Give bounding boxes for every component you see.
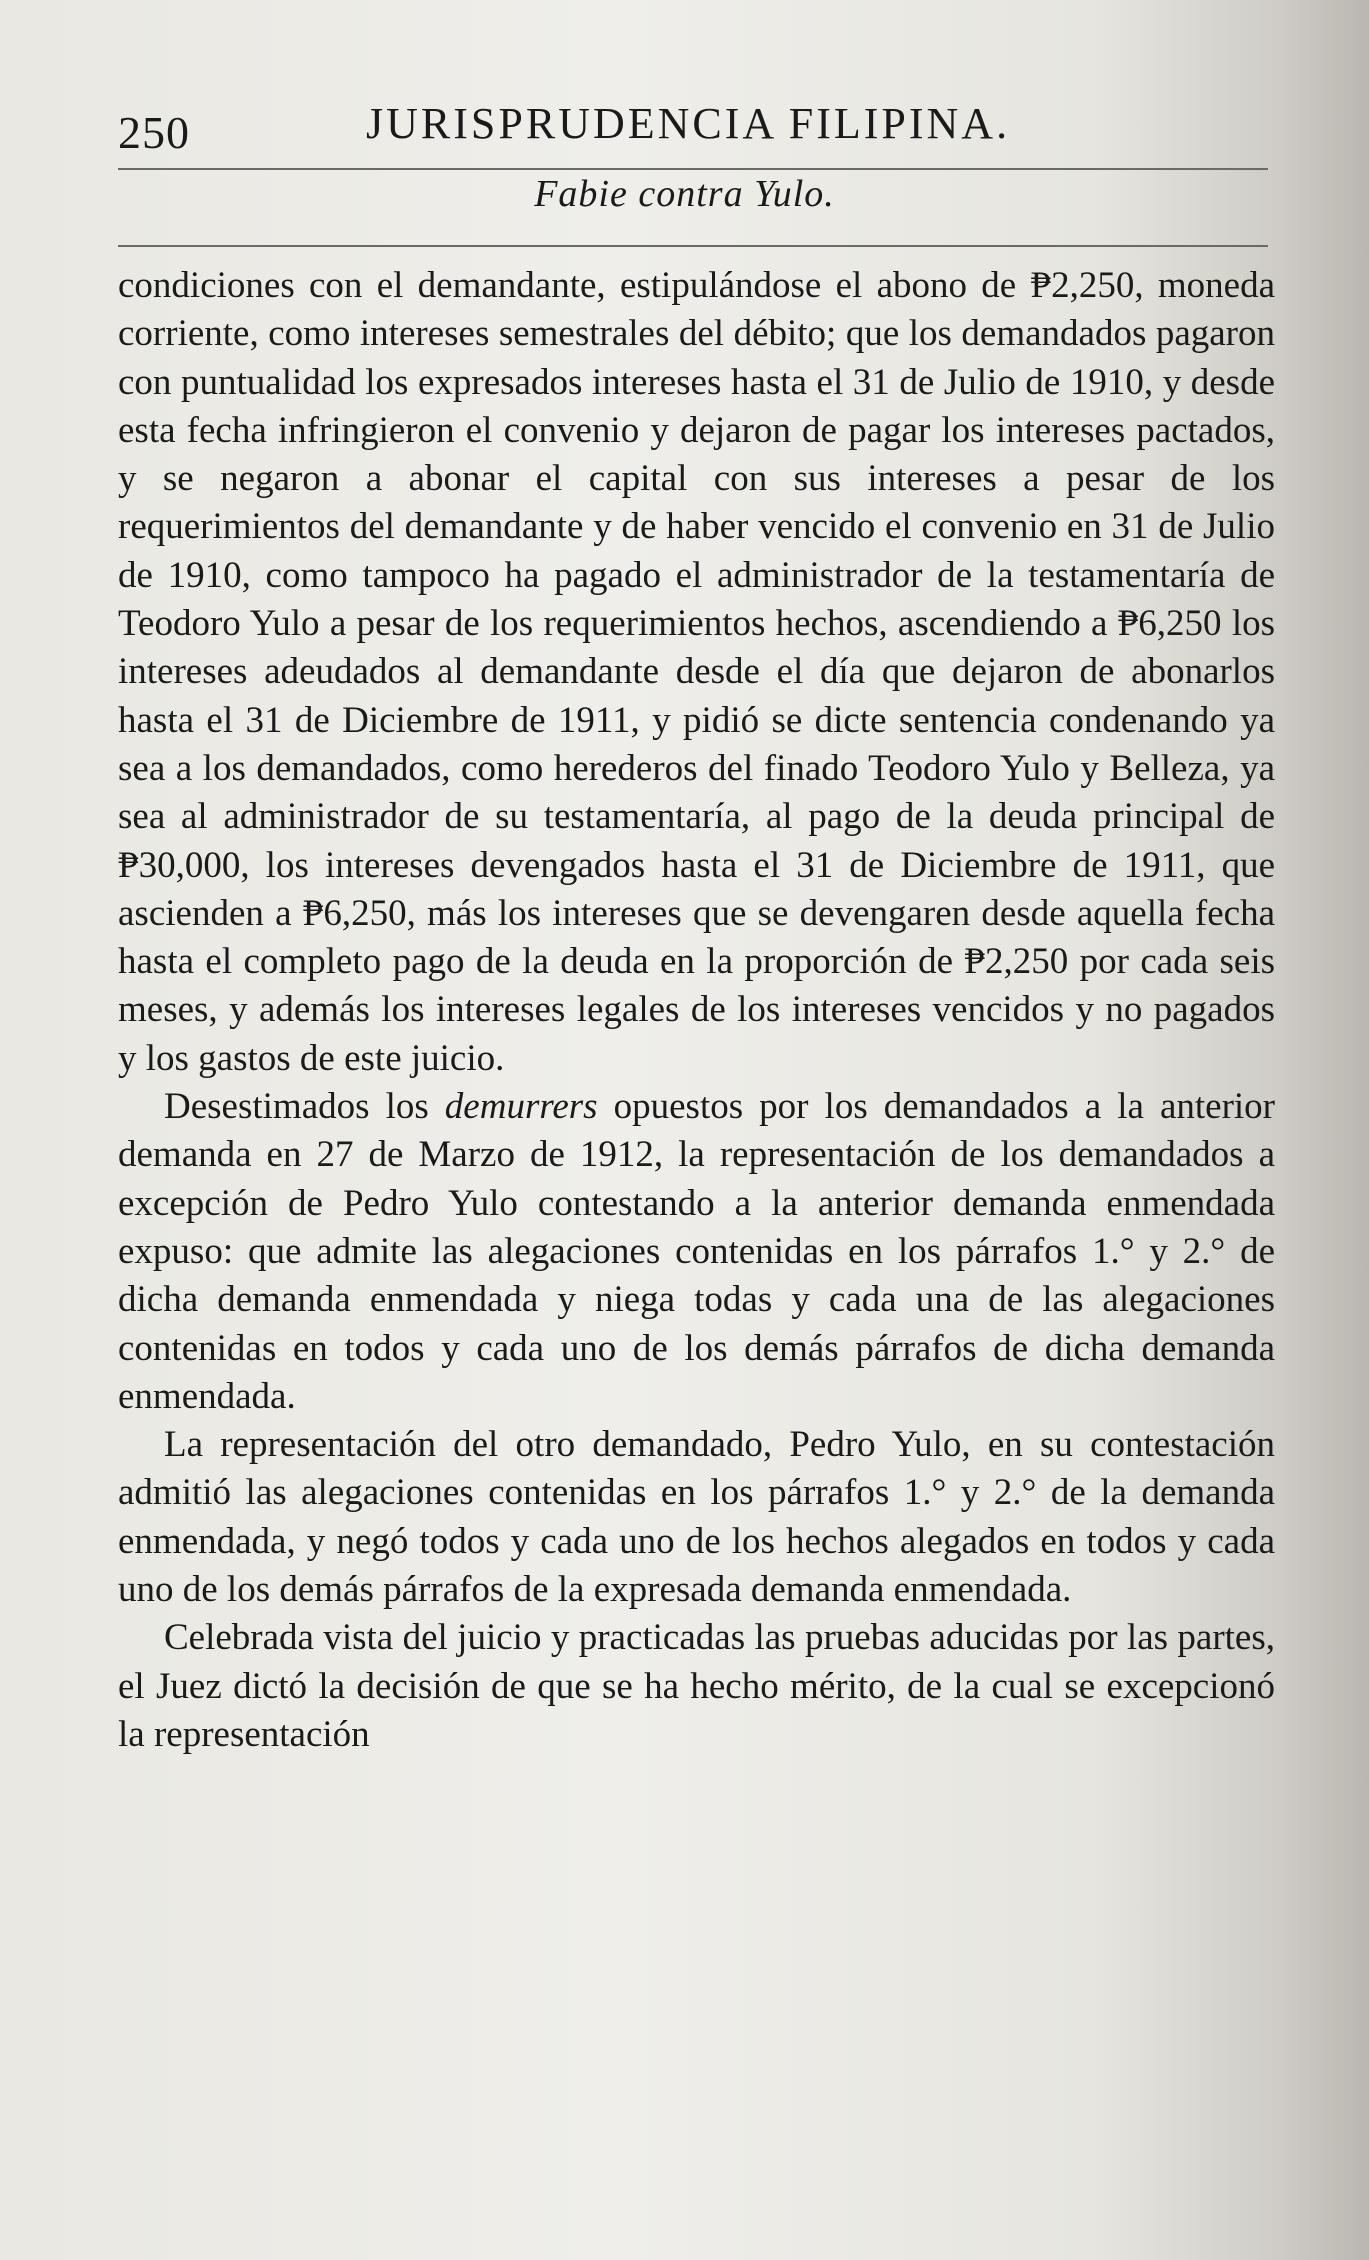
paragraph-2 xyxy=(118,1083,1275,1421)
paragraph-4: Celebrada vista del juicio y practicadas las pruebas aducidas por las partes, el Juez dictó la decisión de que se ha hecho mérito, de la cual se excepcionó la representación xyxy=(118,1617,1275,1755)
case-title: Fabie contra Yulo. xyxy=(534,173,835,215)
paragraph-1: condiciones con el demandante, estipulándose el abono de ₱2,250, moneda corriente, como intereses semestrales del débito; que los demandados pagaron con puntualidad los expresados intereses hasta el 31 de Julio de 1910, y desde esta fecha infringieron el convenio y dejaron de pagar los intereses pactados, y se negaron a abonar el capital con sus intereses a pesar de los requerimientos del demandante y de haber vencido el convenio en 31 de Julio de 1910, como tampoco ha pagado el administrador de la testamentaría de Teodoro Yulo a pesar de los requerimientos hechos, ascendiendo a ₱6,250 los intereses adeudados al demandante desde el día que dejaron de abonarlos hasta el 31 de Diciembre de 1911, y pidió se dicte sentencia condenando ya sea a los demandados, como herederos del finado Teodoro Yulo y Belleza, ya sea al administrador de su testamentaría, al pago de la deuda principal de ₱30,000, los intereses devengados hasta el 31 de Diciembre de 1911, que ascienden a ₱6,250, más los intereses que se devengaren desde aquella fecha hasta el completo pago de la deuda en la proporción de ₱2,250 por cada seis meses, y además los intereses legales de los intereses vencidos y no pagados y los gastos de este juicio. xyxy=(118,265,1275,1079)
body-text xyxy=(118,262,1275,1759)
page-header xyxy=(118,98,1268,168)
page-number: 250 xyxy=(118,107,190,158)
paragraph-2-start: Desestimados los xyxy=(164,1086,445,1128)
running-title: JURISPRUDENCIA FILIPINA. xyxy=(366,99,1011,148)
header-rule-bottom xyxy=(118,245,1268,247)
paragraph-3: La representación del otro demandado, Pedro Yulo, en su contestación admitió las alegaciones contenidas en los párrafos 1.° y 2.° de la demanda enmendada, y negó todos y cada uno de los hechos alegados en todos y cada uno de los demás párrafos de la expresada demanda enmendada. xyxy=(118,1424,1275,1611)
term-demurrers: demurrers xyxy=(444,1086,598,1128)
header-rule-top xyxy=(118,168,1268,170)
paragraph-2-rest: opuestos por los demandados a la anterior demanda en 27 de Marzo de 1912, la representación de los demandados a excepción de Pedro Yulo contestando a la anterior demanda enmendada expuso: que admite las alegaciones contenidas en los párrafos 1.° y 2.° de dicha demanda enmendada y niega todas y cada una de las alegaciones contenidas en todos y cada uno de los demás párrafos de dicha demanda enmendada. xyxy=(118,1086,1276,1417)
